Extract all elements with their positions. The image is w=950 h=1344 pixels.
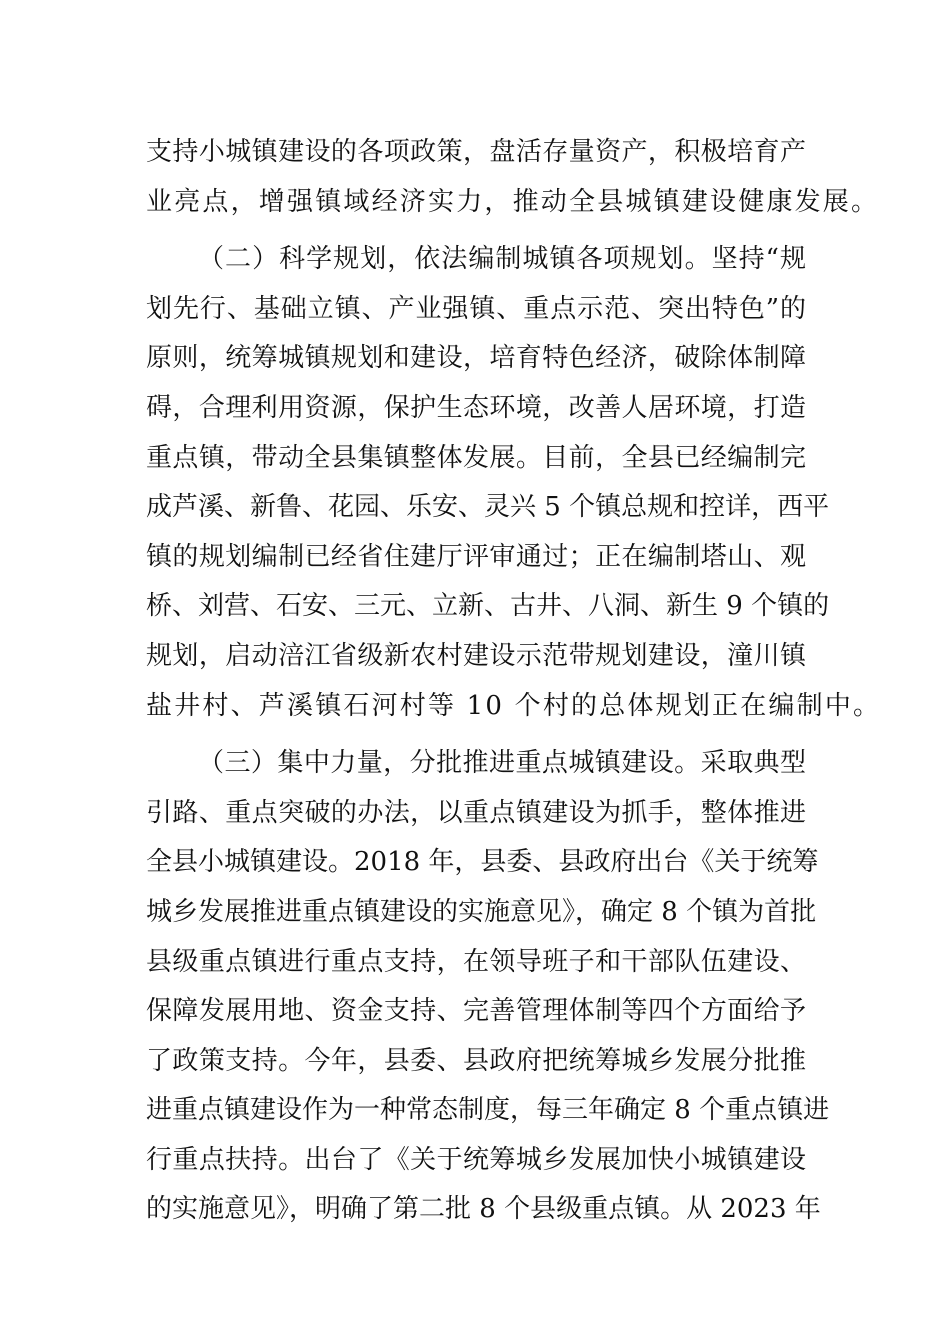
text-line: 了政策支持。今年，县委、县政府把统筹城乡发展分批推 <box>146 1045 806 1076</box>
text-line: 划先行、基础立镇、产业强镇、重点示范、突出特色”的 <box>146 293 806 324</box>
text-line: 保障发展用地、资金支持、完善管理体制等四个方面给予 <box>146 996 806 1027</box>
text-line: 支持小城镇建设的各项政策，盘活存量资产，积极培育产 <box>146 137 806 167</box>
text-line: 业亮点，增强镇域经济实力，推动全县城镇建设健康发展。 <box>146 186 880 217</box>
text-line: 原则，统筹城镇规划和建设，培育特色经济，破除体制障 <box>146 343 806 374</box>
text-line: 桥、刘营、石安、三元、立新、古井、八洞、新生 9 个镇的 <box>146 591 830 622</box>
paragraph-planning <box>146 235 882 731</box>
text-line: （三）集中力量，分批推进重点城镇建设。采取典型 <box>198 748 806 779</box>
text-line: （二）科学规划，依法编制城镇各项规划。坚持“规 <box>198 244 806 275</box>
text-line: 盐井村、芦溪镇石河村等 10 个村的总体规划正在编制中。 <box>146 690 882 721</box>
paragraph-key-towns <box>146 739 830 1235</box>
text-line: 全县小城镇建设。2018 年，县委、县政府出台《关于统筹 <box>146 847 819 878</box>
text-line: 成芦溪、新鲁、花园、乐安、灵兴 5 个镇总规和控详，西平 <box>146 492 830 523</box>
text-line: 镇的规划编制已经省住建厅评审通过；正在编制塔山、观 <box>146 541 806 572</box>
text-line: 县级重点镇进行重点支持，在领导班子和干部队伍建设、 <box>146 946 806 977</box>
text-line: 重点镇，带动全县集镇整体发展。目前，全县已经编制完 <box>146 442 806 473</box>
text-line: 进重点镇建设作为一种常态制度，每三年确定 8 个重点镇进 <box>146 1095 830 1126</box>
text-line: 碍，合理利用资源，保护生态环境，改善人居环境，打造 <box>146 392 806 423</box>
text-line: 城乡发展推进重点镇建设的实施意见》，确定 8 个镇为首批 <box>146 896 817 927</box>
document-page <box>146 128 882 1235</box>
text-line: 引路、重点突破的办法，以重点镇建设为抓手，整体推进 <box>146 797 806 828</box>
text-line: 规划，启动涪江省级新农村建设示范带规划建设，潼川镇 <box>146 640 806 671</box>
text-line: 行重点扶持。出台了《关于统筹城乡发展加快小城镇建设 <box>146 1144 806 1175</box>
paragraph-policy-support <box>146 128 880 227</box>
text-line: 的实施意见》，明确了第二批 8 个县级重点镇。从 2023 年 <box>146 1194 821 1225</box>
